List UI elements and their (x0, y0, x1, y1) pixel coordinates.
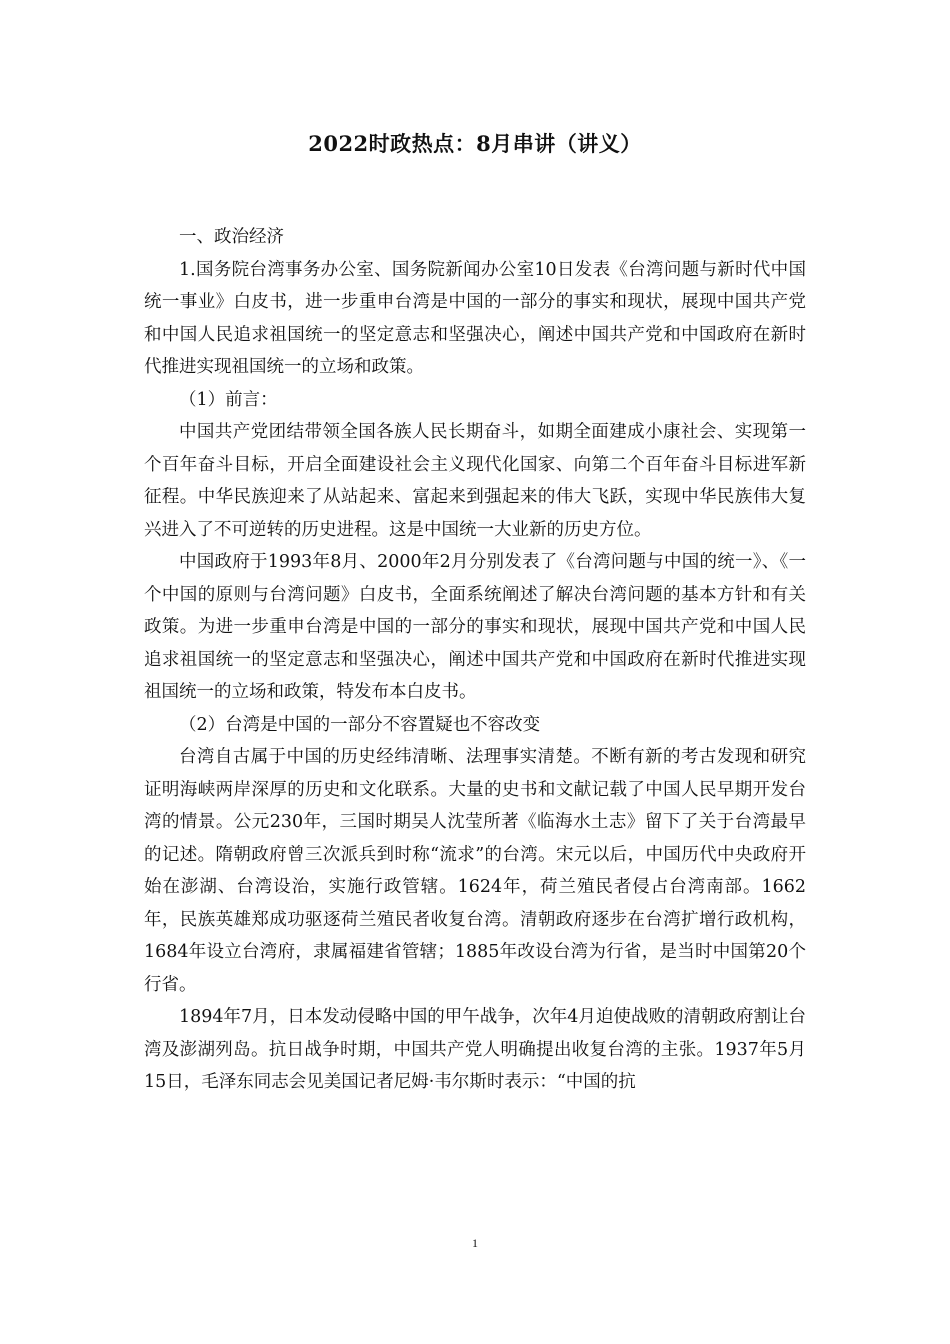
document-body (144, 221, 806, 1099)
section-heading-politics-economy: 一、政治经济 (179, 227, 284, 247)
paragraph-preface-body: 中国共产党团结带领全国各族人民长期奋斗，如期全面建成小康社会、实现第一个百年奋斗目标，开启全面建设社会主义现代化国家、向第二个百年奋斗目标进军新征程。中华民族迎来了从站起来、富起来到强起来的伟大飞跃，实现中华民族伟大复兴进入了不可逆转的历史进程。这是中国统一大业新的历史方位。 (144, 422, 806, 540)
paragraph-sino-japanese-war: 1894年7月，日本发动侵略中国的甲午战争，次年4月迫使战败的清朝政府割让台湾及澎湖列岛。抗日战争时期，中国共产党人明确提出收复台湾的主张。1937年5月15日，毛泽东同志会见美国记者尼姆·韦尔斯时表示：“中国的抗 (144, 1007, 806, 1092)
paragraph-previous-white-papers: 中国政府于1993年8月、2000年2月分别发表了《台湾问题与中国的统一》、《一个中国的原则与台湾问题》白皮书，全面系统阐述了解决台湾问题的基本方针和有关政策。为进一步重申台湾是中国的一部分的事实和现状，展现中国共产党和中国人民追求祖国统一的坚定意志和坚强决心，阐述中国共产党和中国政府在新时代推进实现祖国统一的立场和政策，特发布本白皮书。 (144, 552, 806, 702)
page-number: 1 (472, 1236, 478, 1250)
subheading-preface: （1）前言： (179, 389, 278, 410)
paragraph-taiwan-history: 台湾自古属于中国的历史经纬清晰、法理事实清楚。不断有新的考古发现和研究证明海峡两岸深厚的历史和文化联系。大量的史书和文献记载了中国人民早期开发台湾的情景。公元230年，三国时期吴人沈莹所著《临海水土志》留下了关于台湾最早的记述。隋朝政府曾三次派兵到时称“流求”的台湾。宋元以后，中国历代中央政府开始在澎湖、台湾设治，实施行政管辖。1624年，荷兰殖民者侵占台湾南部。1662年，民族英雄郑成功驱逐荷兰殖民者收复台湾。清朝政府逐步在台湾扩增行政机构，1684年设立台湾府，隶属福建省管辖；1885年改设台湾为行省，是当时中国第20个行省。 (144, 747, 806, 995)
paragraph-white-paper-intro: 1.国务院台湾事务办公室、国务院新闻办公室10日发表《台湾问题与新时代中国统一事业》白皮书，进一步重申台湾是中国的一部分的事实和现状，展现中国共产党和中国人民追求祖国统一的坚定意志和坚强决心，阐述中国共产党和中国政府在新时代推进实现祖国统一的立场和政策。 (144, 259, 806, 377)
subheading-taiwan-part-of-china: （2）台湾是中国的一部分不容置疑也不容改变 (179, 714, 541, 735)
document-title: 2022时政热点：8月串讲（讲义） (308, 131, 642, 156)
